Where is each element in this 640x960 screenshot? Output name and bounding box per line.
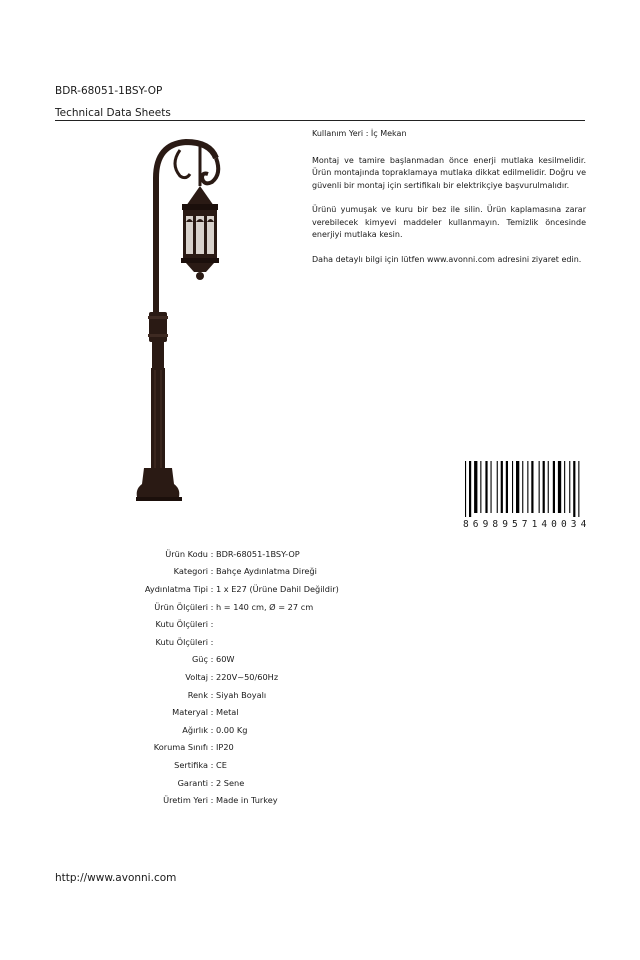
spec-label: Ürün Ölçüleri: [154, 601, 208, 612]
spec-table: [100, 545, 456, 809]
usage-info-block: [312, 128, 586, 278]
spec-value: Siyah Boyalı: [216, 689, 267, 700]
spec-row-lighting-type: [100, 580, 456, 598]
barcode-digits: [463, 519, 587, 530]
barcode-bar: [522, 461, 523, 513]
product-code-title: BDR-68051-1BSY-OP: [55, 85, 163, 97]
barcode-digit: 0: [560, 519, 568, 530]
barcode-bar: [516, 461, 519, 513]
spec-value: 60W: [216, 654, 235, 665]
spec-label: Materyal: [172, 707, 208, 718]
spec-row-warranty: [100, 774, 456, 792]
spec-row-material: [100, 703, 456, 721]
barcode-bar: [539, 461, 540, 513]
spec-separator: :: [210, 795, 214, 806]
barcode-bar: [578, 461, 579, 517]
spec-label: Kutu Ölçüleri: [155, 636, 208, 647]
spec-label: Voltaj: [185, 671, 208, 682]
barcode-digit: 8: [463, 519, 470, 530]
spec-separator: :: [210, 707, 214, 718]
spec-separator: :: [210, 636, 214, 647]
spec-row-protection-class: [100, 739, 456, 757]
more-info-paragraph: Daha detaylı bilgi için lütfen www.avonni.com adresini ziyaret edin.: [312, 254, 582, 264]
document-subtitle: Technical Data Sheets: [55, 107, 171, 119]
spec-label: Sertifika: [174, 759, 208, 770]
barcode-bar: [469, 461, 471, 517]
spec-row-category: [100, 563, 456, 581]
barcode-bar: [480, 461, 481, 513]
spec-label: Garanti: [177, 777, 208, 788]
spec-separator: :: [210, 759, 214, 770]
spec-label: Güç: [191, 654, 208, 665]
document-header: [55, 84, 585, 120]
barcode-bar: [465, 461, 466, 517]
spec-separator: :: [210, 724, 214, 735]
barcode-bar: [553, 461, 555, 513]
spec-value: BDR-68051-1BSY-OP: [216, 548, 300, 559]
cleaning-paragraph: Ürünü yumuşak ve kuru bir bez ile silin. Ürün kaplamasına zarar verebilecek kimyevi maddeler kullanmayın. Temizlik öncesinde enerjiyi mutlaka kesin.: [312, 205, 586, 239]
barcode-bar: [501, 461, 503, 513]
barcode-digit: 6: [472, 519, 480, 530]
barcode-digit: 8: [492, 519, 499, 530]
spec-separator: :: [210, 601, 214, 612]
barcode-bar: [512, 461, 513, 513]
spec-row-voltage: [100, 668, 456, 686]
spec-label: Kutu Ölçüleri: [155, 619, 208, 630]
barcode-bar: [527, 461, 528, 513]
product-image-lamp-post: [120, 138, 240, 508]
spec-label: Ürün Kodu: [165, 548, 208, 559]
spec-label: Renk: [187, 689, 208, 700]
barcode-bar: [506, 461, 508, 513]
barcode-bar: [485, 461, 487, 513]
spec-row-box-dimensions: [100, 615, 456, 633]
barcode-bar: [573, 461, 575, 517]
spec-label: Aydınlatma Tipi: [144, 583, 208, 594]
spec-value: h = 140 cm, Ø = 27 cm: [216, 601, 314, 612]
spec-value: 2 Sene: [216, 777, 245, 788]
spec-label: Üretim Yeri: [163, 795, 208, 806]
spec-value: Made in Turkey: [216, 795, 278, 806]
barcode-bar: [474, 461, 477, 513]
spec-row-power: [100, 651, 456, 669]
spec-label: Kategori: [173, 566, 208, 577]
spec-value: 1 x E27 (Ürüne Dahil Değildir): [216, 583, 339, 594]
spec-separator: :: [210, 566, 214, 577]
spec-separator: :: [210, 654, 214, 665]
barcode-bar: [569, 461, 570, 513]
barcode-digit: 4: [580, 519, 587, 530]
spec-value: Bahçe Aydınlatma Direği: [216, 566, 317, 577]
barcode-digit: 9: [502, 519, 509, 530]
barcode-bar: [543, 461, 545, 513]
header-divider: [55, 120, 585, 121]
spec-row-origin: [100, 791, 456, 809]
spec-label: Koruma Sınıfı: [153, 742, 208, 753]
spec-separator: :: [210, 548, 214, 559]
spec-row-box-dimensions-2: [100, 633, 456, 651]
spec-separator: :: [210, 619, 214, 630]
spec-row-color: [100, 686, 456, 704]
barcode-bar: [497, 461, 498, 513]
barcode-bar: [564, 461, 565, 513]
footer-website-link[interactable]: http://www.avonni.com: [55, 872, 177, 884]
barcode-digit: 9: [482, 519, 489, 530]
spec-value: 0.00 Kg: [216, 724, 248, 735]
barcode-bar: [548, 461, 549, 513]
barcode-bar: [491, 461, 492, 513]
spec-value: IP20: [216, 742, 234, 753]
spec-value: Metal: [216, 707, 239, 718]
barcode-bar: [558, 461, 561, 513]
spec-row-product-dimensions: [100, 598, 456, 616]
spec-value: CE: [216, 759, 227, 770]
barcode-digit: 5: [511, 519, 519, 530]
spec-separator: :: [210, 689, 214, 700]
spec-separator: :: [210, 777, 214, 788]
barcode-digit: 4: [541, 519, 548, 530]
spec-row-weight: [100, 721, 456, 739]
spec-row-certificate: [100, 756, 456, 774]
spec-separator: :: [210, 742, 214, 753]
usage-location-text: Kullanım Yeri : İç Mekan: [312, 129, 407, 138]
spec-separator: :: [210, 671, 214, 682]
barcode-bars: [463, 461, 587, 517]
barcode-digit: 0: [551, 519, 558, 530]
barcode-digit: 7: [521, 519, 529, 530]
safety-paragraph: Montaj ve tamire başlanmadan önce enerji mutlaka kesilmelidir. Ürün montajında topraklamaya mutlaka dikkat edilmelidir. Doğru ve güvenli bir montaj için sertifikalı bir elektrikçiye başvurulmalıdır.: [312, 155, 586, 190]
barcode: [463, 461, 587, 533]
barcode-bar: [531, 461, 533, 513]
spec-value: 220V~50/60Hz: [216, 671, 279, 682]
barcode-digit: 1: [531, 519, 538, 530]
spec-row-product-code: [100, 545, 456, 563]
spec-separator: :: [210, 583, 214, 594]
spec-label: Ağırlık: [182, 724, 208, 735]
barcode-digit: 3: [570, 519, 578, 530]
